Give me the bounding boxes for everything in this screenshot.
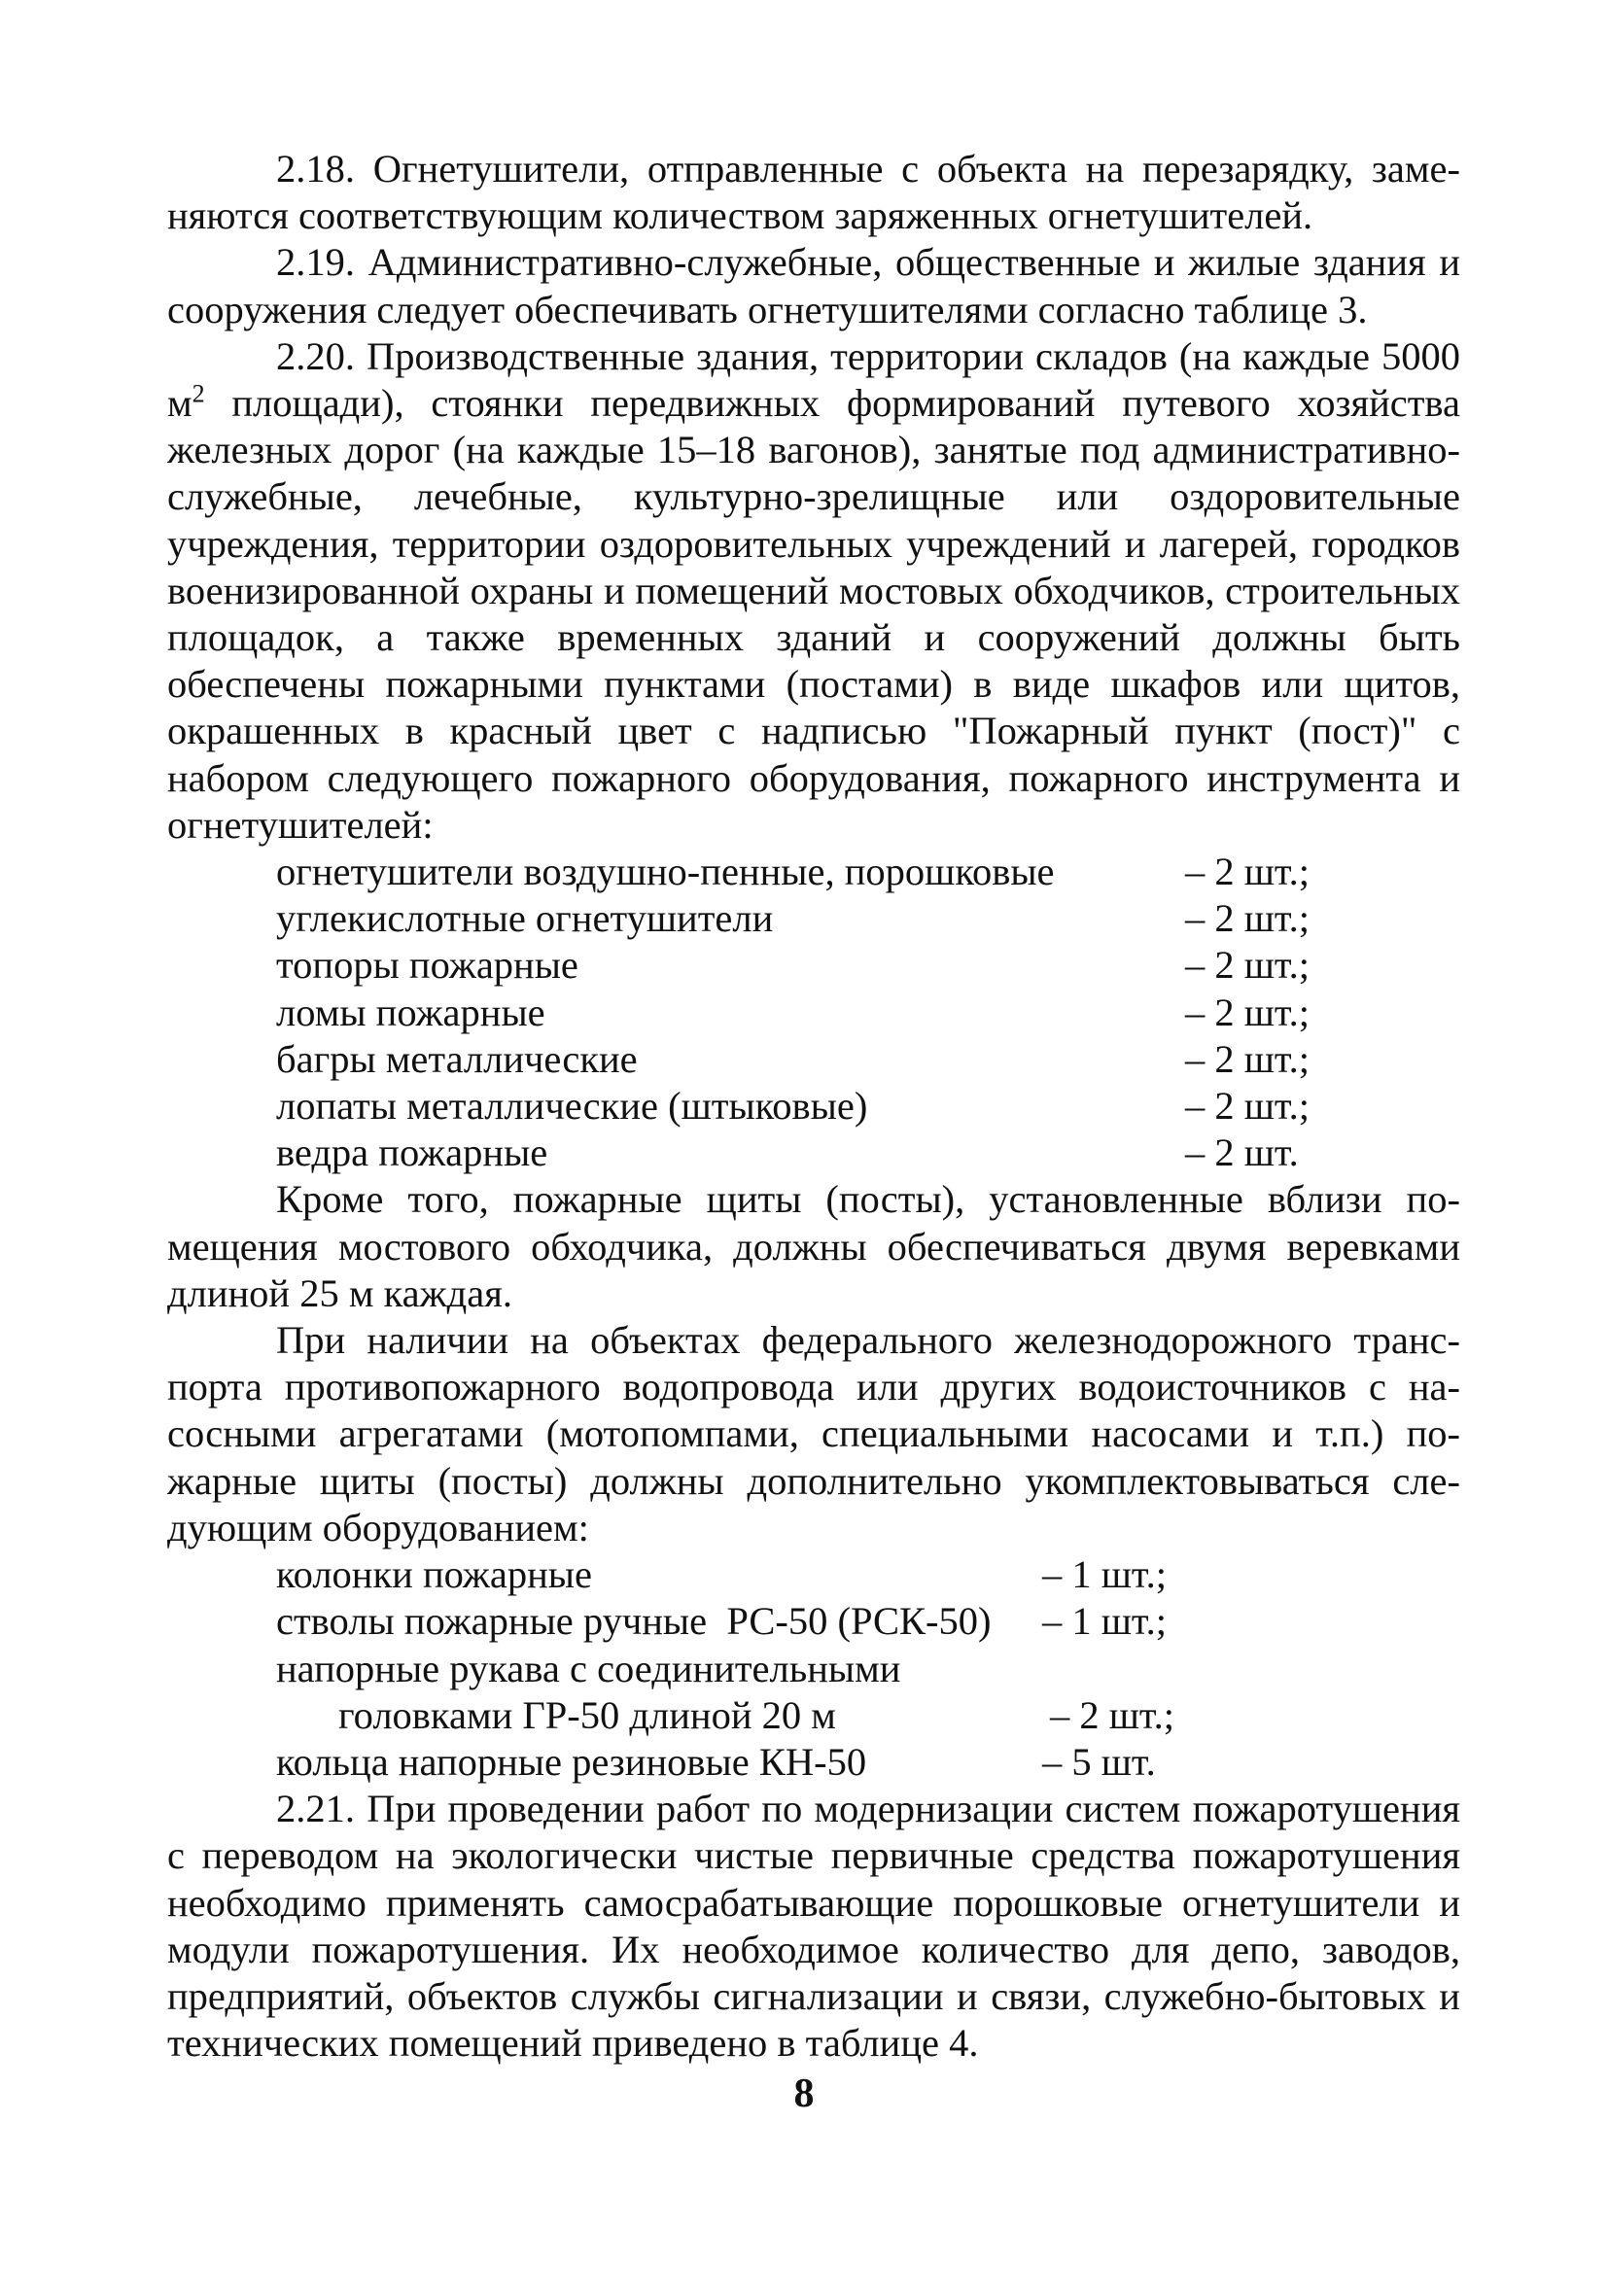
paragraph-2-20-start: 2.20. Производственные здания, территории складов (на каждые 5000 м — [167, 333, 1460, 426]
item-name: кольца напорные резиновые КН-50 — [276, 1739, 867, 1784]
item-name: напорные рукава с соединительными — [276, 1646, 901, 1690]
item-quantity: – 5 шт. — [1042, 1739, 1156, 1784]
list-item — [167, 1083, 1460, 1130]
item-quantity: – 1 шт.; — [1042, 1552, 1167, 1597]
equipment-list — [167, 849, 1460, 1176]
item-quantity: – 2 шт.; — [1185, 896, 1310, 941]
list-item — [167, 1692, 1460, 1739]
paragraph-2-20 — [167, 333, 1460, 849]
paragraph-water-supply: При наличии на объектах федерального железнодорожного транспорта противопожарного водопровода или других водоисточников с насосными агрегатами (мотопомпами, специальными насосами и т.п.) пожарные щиты (посты) должны дополнительно укомплектовываться следующим оборудованием: — [167, 1318, 1460, 1549]
item-name: стволы пожарные ручные РС-50 (РСК-50) — [276, 1599, 992, 1644]
item-name: огнетушители воздушно-пенные, порошковые — [276, 850, 1055, 894]
list-item — [167, 1130, 1460, 1176]
item-name: багры металлические — [276, 1036, 638, 1081]
list-item — [167, 1646, 1460, 1692]
list-item — [167, 990, 1460, 1036]
item-quantity: – 2 шт.; — [1185, 1036, 1310, 1081]
item-quantity: – 2 шт.; — [1050, 1692, 1174, 1737]
page-content — [167, 146, 1460, 2067]
item-quantity: – 2 шт. — [1185, 1131, 1299, 1175]
list-item — [167, 849, 1460, 895]
paragraph-2-18: 2.18. Огнетушители, отправленные с объекта на перезарядку, заменяются соответствующим количеством заряженных огнетушителей. — [167, 147, 1460, 238]
list-item — [167, 1551, 1460, 1598]
paragraph-2-21: 2.21. При проведении работ по модернизации систем пожаротушения с переводом на экологически чистые первичные средства пожаротушения необходимо применять самосрабатывающие порошковые огнетушители и модули пожаротушения. Их необходимое количество для депо, заводов, предприятий, объектов службы сигнализации и связи, служебно-бытовых и технических помещений приведено в таблице 4. — [167, 1787, 1460, 2066]
item-name: топоры пожарные — [276, 943, 578, 988]
list-item — [167, 1598, 1460, 1645]
item-name: лопаты металлические (штыковые) — [276, 1084, 868, 1129]
item-quantity: – 2 шт.; — [1185, 1084, 1310, 1129]
paragraph-2-20-rest: площади), стоянки передвижных формирований путевого хозяйства железных дорог (на каждые 15–18 вагонов), занятые под административно-служебные, лечебные, культурно-зрелищные или оздоровительные учреждения, территории оздоровительных учреждений и лагерей, городков военизированной охраны и помещений мостовых обходчиков, строительных площадок, а также временных зданий и сооружений должны быть обеспечены пожарными пунктами (постами) в виде шкафов или щитов, окрашенных в красный цвет с надписью "Пожарный пункт (пост)" с набором следующего пожарного оборудования, пожарного инструмента и огнетушителей: — [167, 381, 1460, 847]
list-item — [167, 1036, 1460, 1083]
page-number: 8 — [793, 2071, 815, 2116]
additional-equipment-list — [167, 1551, 1460, 1786]
item-name: углекислотные огнетушители — [276, 896, 774, 941]
list-item — [167, 942, 1460, 989]
item-quantity: – 1 шт.; — [1042, 1599, 1167, 1644]
paragraph-2-19: 2.19. Административно-служебные, общественные и жилые здания и сооружения следует обеспечивать огнетушителями согласно таблице 3. — [167, 240, 1460, 331]
item-name: ведра пожарные — [276, 1131, 548, 1175]
item-name: колонки пожарные — [276, 1552, 592, 1597]
item-name: ломы пожарные — [276, 990, 545, 1034]
list-item — [167, 1739, 1460, 1786]
item-quantity: – 2 шт.; — [1185, 990, 1310, 1034]
item-quantity: – 2 шт.; — [1185, 850, 1310, 894]
item-name: головками ГР-50 длиной 20 м — [338, 1692, 836, 1737]
list-item — [167, 895, 1460, 942]
item-quantity: – 2 шт.; — [1185, 943, 1310, 988]
square-superscript: 2 — [192, 379, 205, 408]
paragraph-ropes: Кроме того, пожарные щиты (посты), установленные вблизи помещения мостового обходчика, должны обеспечиваться двумя веревками длиной 25 м каждая. — [167, 1177, 1460, 1315]
